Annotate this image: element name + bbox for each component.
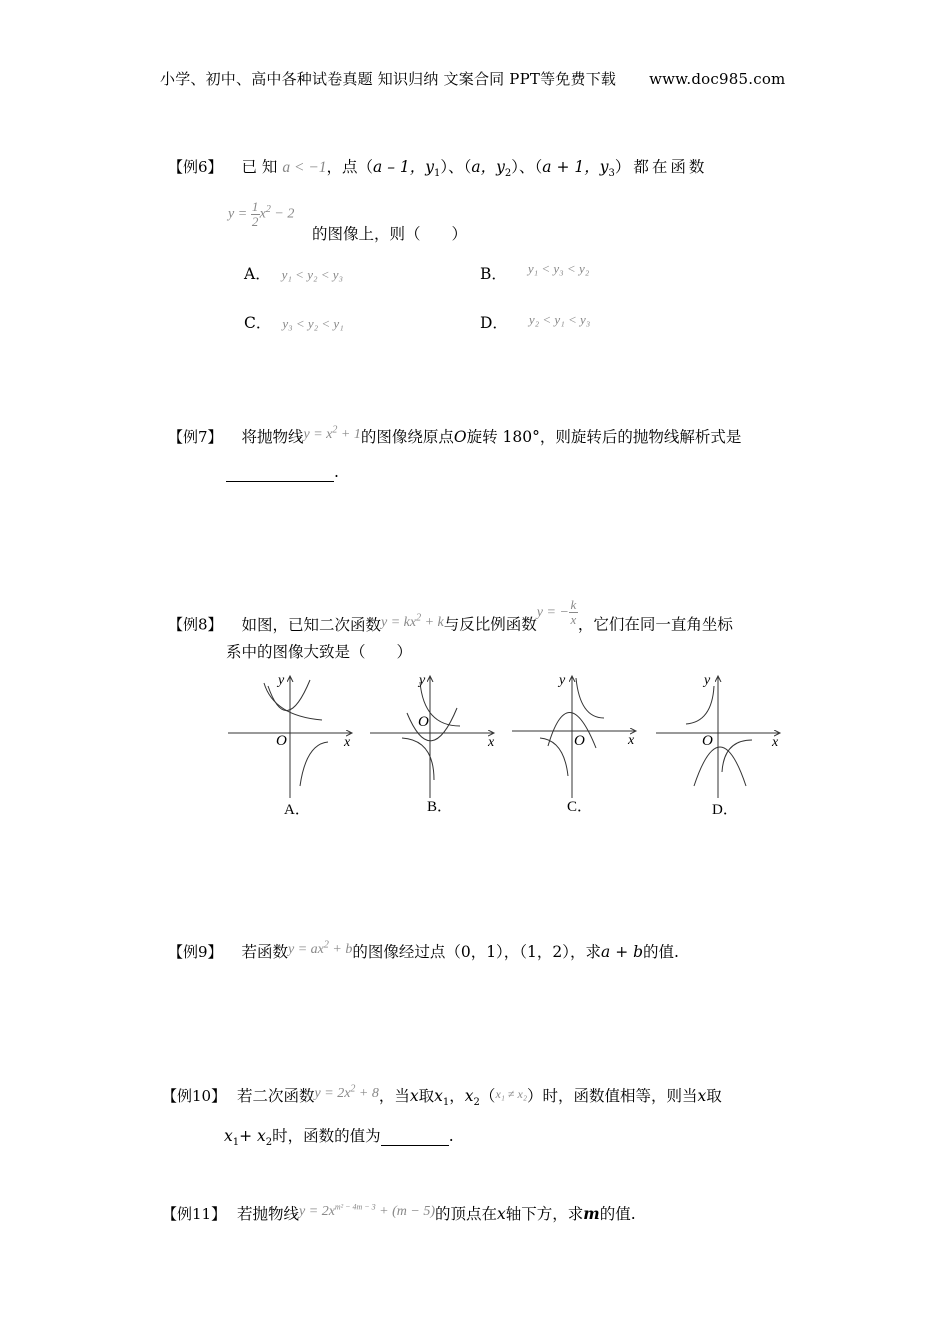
graph-d-y-label: y bbox=[704, 673, 711, 688]
graph-a-parabola bbox=[268, 680, 310, 711]
ex10-l2-text: 时，函数的值为 bbox=[272, 1127, 381, 1145]
graph-c-origin: O bbox=[574, 733, 585, 749]
ex10-text-3: 取 bbox=[418, 1087, 435, 1105]
ex6-point3-sub: 3 bbox=[608, 168, 615, 180]
graph-a-y-label: y bbox=[278, 673, 285, 688]
ex6-function bbox=[228, 200, 294, 229]
example-8-line1 bbox=[168, 597, 733, 641]
graph-d-x-label: x bbox=[772, 735, 779, 750]
ex6-option-d[interactable] bbox=[480, 311, 590, 333]
ex10-answer-blank[interactable] bbox=[381, 1127, 449, 1146]
graph-d-hyperbola-2 bbox=[722, 740, 752, 772]
graph-b-y-label: y bbox=[419, 673, 426, 688]
ex10-l2-x2: x bbox=[257, 1127, 266, 1145]
graph-b-caption: B． bbox=[427, 799, 453, 815]
option-c-expr: y₃ < y₂ < y₁ bbox=[282, 316, 344, 331]
ex10-x3: x bbox=[697, 1087, 707, 1105]
ex7-text-1: 将抛物线 bbox=[241, 428, 304, 446]
ex8-text-3: ，它们在同一直角坐标 bbox=[577, 615, 733, 634]
ex10-end: . bbox=[448, 1127, 454, 1145]
ex6-fn-sup: 2 bbox=[265, 204, 271, 216]
ex10-condition: x₁ ≠ x₂ bbox=[495, 1087, 528, 1101]
ex7-end: . bbox=[334, 463, 339, 481]
ex7-answer-line bbox=[226, 463, 339, 482]
ex9-fn: y = ax bbox=[288, 942, 324, 957]
graph-a-hyperbola-1 bbox=[264, 683, 322, 720]
example-9-label: 【例9】 bbox=[168, 943, 223, 961]
option-a-key: A． bbox=[244, 265, 271, 283]
graph-c-hyperbola-1 bbox=[576, 678, 604, 718]
ex11-fn-sup: m² − 4m − 3 bbox=[334, 1202, 376, 1212]
example-6-line1 bbox=[168, 155, 707, 179]
ex10-text-1: 若二次函数 bbox=[237, 1087, 315, 1105]
option-a-expr: y₁ < y₂ < y₃ bbox=[281, 267, 344, 282]
ex10-x1-sub: 1 bbox=[442, 1097, 450, 1109]
ex6-point2-sub: 2 bbox=[504, 168, 512, 180]
graph-c-y-label: y bbox=[559, 673, 566, 688]
ex8-line2: 系中的图像大致是（ ） bbox=[226, 643, 413, 661]
ex10-comma: ， bbox=[449, 1087, 465, 1105]
example-10-line1 bbox=[162, 1084, 722, 1108]
option-d-expr: y₂ < y₁ < y₃ bbox=[528, 312, 591, 327]
header-text: 小学、初中、高中各种试卷真题 知识归纳 文案合同 PPT等免费下载 bbox=[160, 70, 617, 88]
ex10-fn: y = 2x bbox=[314, 1086, 351, 1101]
ex11-fn: y = 2x bbox=[299, 1204, 335, 1219]
ex6-option-a[interactable] bbox=[244, 262, 343, 284]
graph-c-hyperbola-2 bbox=[540, 738, 568, 776]
ex8-fn2-den: x bbox=[570, 612, 577, 627]
ex6-fn-num: 1 bbox=[251, 199, 259, 214]
option-b-key: B． bbox=[480, 265, 507, 283]
ex9-fn-tail: + b bbox=[328, 942, 353, 957]
ex8-graphs bbox=[224, 668, 794, 818]
option-d-key: D． bbox=[480, 314, 508, 332]
ex10-fn-sup: 2 bbox=[350, 1083, 356, 1095]
graph-b-x-label: x bbox=[488, 735, 495, 750]
ex9-text-1: 若函数 bbox=[241, 943, 288, 961]
ex11-text-2: 的顶点在 bbox=[435, 1205, 498, 1223]
ex7-answer-blank[interactable] bbox=[226, 463, 334, 482]
ex8-fn2-num: k bbox=[570, 597, 577, 612]
ex6-text-4: ）、（ bbox=[511, 158, 543, 176]
ex11-x: x bbox=[497, 1205, 506, 1223]
graph-d-parabola bbox=[694, 747, 746, 786]
ex6-point3: a + 1，y bbox=[542, 158, 609, 176]
ex9-fn-sup: 2 bbox=[323, 939, 329, 951]
ex6-fn-den: 2 bbox=[251, 214, 259, 229]
ex6-text-1: 已 知 bbox=[241, 158, 278, 176]
ex10-x: x bbox=[409, 1087, 419, 1105]
ex10-l2-plus: + bbox=[239, 1127, 258, 1145]
ex6-point1-sub: 1 bbox=[434, 168, 441, 180]
graph-a-hyperbola-2 bbox=[300, 742, 328, 786]
graph-a-x-label: x bbox=[344, 735, 351, 750]
ex6-fn-fraction bbox=[251, 200, 260, 229]
graph-a[interactable] bbox=[228, 676, 352, 798]
ex10-cond-open: （ bbox=[479, 1087, 496, 1105]
example-10-label: 【例10】 bbox=[162, 1087, 227, 1105]
ex10-l2-x2-sub: 2 bbox=[265, 1137, 273, 1149]
ex10-x2: x bbox=[464, 1087, 474, 1105]
ex11-fn-tail: + (m − 5) bbox=[375, 1204, 436, 1219]
ex6-text-5: ）都在函数 bbox=[614, 158, 708, 176]
ex6-option-c[interactable] bbox=[244, 311, 344, 333]
ex10-x2-sub: 2 bbox=[473, 1097, 480, 1109]
example-7-line1 bbox=[168, 425, 741, 447]
ex10-l2-x1: x bbox=[224, 1127, 233, 1145]
header-site: www.doc985.com bbox=[649, 70, 786, 88]
ex6-text-2: ，点（ bbox=[326, 158, 374, 176]
ex9-text-2: 的图像经过点（0，1），（1，2），求 bbox=[352, 943, 602, 961]
ex11-text-4: 的值. bbox=[599, 1205, 636, 1223]
ex6-option-b[interactable] bbox=[480, 262, 589, 284]
ex7-text-3: 旋转 180°，则旋转后的抛物线解析式是 bbox=[466, 428, 742, 446]
ex10-text-2: ，当 bbox=[378, 1087, 410, 1105]
ex6-fn-x: x bbox=[259, 206, 266, 222]
ex9-text-3: 的值. bbox=[643, 943, 679, 961]
ex7-fn-tail: + 1 bbox=[337, 427, 361, 442]
page-header bbox=[160, 68, 785, 89]
example-7-label: 【例7】 bbox=[168, 428, 223, 446]
graph-d-caption: D． bbox=[712, 802, 738, 818]
graph-d[interactable] bbox=[656, 676, 780, 798]
graph-c-x-label: x bbox=[628, 733, 635, 748]
graph-a-caption: A． bbox=[284, 802, 310, 818]
ex7-fn-sup: 2 bbox=[332, 424, 338, 436]
graph-d-origin: O bbox=[702, 733, 713, 749]
ex8-fn1-tail: + k bbox=[421, 614, 444, 630]
ex6-point1: a – 1，y bbox=[373, 158, 435, 176]
example-6-label: 【例6】 bbox=[168, 158, 223, 176]
example-10-line2 bbox=[224, 1124, 454, 1148]
graph-a-origin: O bbox=[276, 733, 287, 749]
ex7-fn: y = x bbox=[303, 427, 333, 442]
option-c-key: C． bbox=[244, 314, 272, 332]
ex7-text-2: 的图像绕原点 bbox=[360, 428, 454, 446]
option-b-expr: y₁ < y₃ < y₂ bbox=[527, 261, 590, 276]
example-11-label: 【例11】 bbox=[162, 1205, 227, 1223]
ex6-text-3: ）、（ bbox=[440, 158, 472, 176]
graph-c-caption: C． bbox=[567, 799, 593, 815]
ex11-m: m bbox=[583, 1204, 600, 1223]
example-8-label: 【例8】 bbox=[168, 615, 223, 634]
ex10-fn-tail: + 8 bbox=[355, 1086, 379, 1101]
ex10-text-4: 取 bbox=[706, 1087, 722, 1105]
ex8-fn2-pre: y = − bbox=[536, 604, 569, 620]
ex11-text-1: 若抛物线 bbox=[237, 1205, 300, 1223]
graph-b[interactable] bbox=[370, 676, 494, 798]
ex8-text-2: 与反比例函数 bbox=[443, 615, 537, 634]
example-9 bbox=[168, 940, 679, 962]
ex11-text-3: 轴下方，求 bbox=[505, 1205, 584, 1223]
ex6-fn-pre: y = bbox=[228, 206, 248, 222]
graph-b-hyperbola-2 bbox=[402, 738, 434, 780]
ex6-point2: a，y bbox=[471, 158, 505, 176]
ex10-l2-x1-sub: 1 bbox=[232, 1137, 240, 1149]
ex6-line2: 的图像上，则（ ） bbox=[312, 225, 468, 243]
graph-d-hyperbola-1 bbox=[686, 686, 714, 724]
graph-b-origin: O bbox=[418, 714, 429, 730]
ex6-fn-tail: − 2 bbox=[270, 206, 295, 222]
ex7-origin: O bbox=[453, 428, 467, 446]
ex10-x1: x bbox=[434, 1087, 443, 1105]
ex10-cond-close: ）时，函数值相等，则当 bbox=[527, 1087, 698, 1105]
ex6-condition: a < −1 bbox=[282, 159, 327, 176]
ex8-text-1: 如图，已知二次函数 bbox=[241, 615, 381, 634]
example-11 bbox=[162, 1202, 636, 1224]
ex9-ab: a + b bbox=[601, 943, 644, 961]
ex8-fn1: y = kx bbox=[381, 614, 417, 630]
ex8-fn1-sup: 2 bbox=[416, 612, 422, 624]
